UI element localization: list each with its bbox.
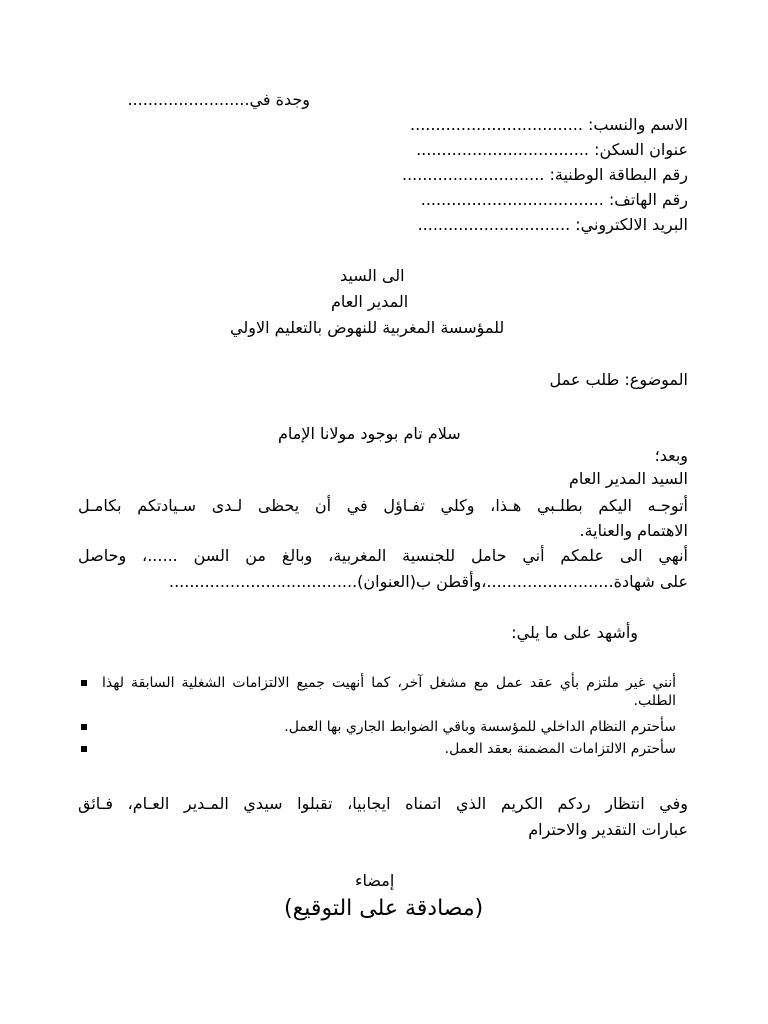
field-name: الاسم والنسب: ..................................: [410, 115, 688, 134]
field-address: عنوان السكن: ..................................: [416, 140, 688, 159]
closing-line-1: وفي انتظار ردكم الكريم الذي اتمناه ايجابيا، تقبلوا سيدي المـدير العـام، فـائق: [78, 794, 688, 813]
field-phone: رقم الهاتف: ....................................: [420, 190, 688, 209]
greeting-line: سلام تام بوجود مولانا الإمام: [278, 424, 461, 443]
list-item-text: سأحترم النظام الداخلي للمؤسسة وباقي الضوابط الجاري بها العمل.: [284, 719, 676, 735]
declare-line: وأشهد على ما يلي:: [511, 623, 638, 642]
list-item: [80, 718, 688, 736]
recipient-line-2: المدير العام: [331, 292, 409, 311]
field-national-id: رقم البطاقة الوطنية: ............................: [401, 165, 688, 184]
signature-label: إمضاء: [355, 871, 395, 890]
para2-line-2: على شهادة.........................،وأقطن ب(العنوان).....................................: [168, 572, 688, 591]
para1-line-2: الاهتمام والعناية.: [579, 521, 688, 540]
place-date-line: وجدة في........................: [127, 90, 310, 109]
closing-line-2: عبارات التقدير والاحترام: [528, 820, 688, 839]
list-item: [80, 674, 688, 710]
field-email: البريد الالكتروني: ..............................: [417, 215, 688, 234]
square-bullet-icon: [81, 680, 87, 686]
list-item-text: أنني غير ملتزم بأي عقد عمل مع مشغل آخر، كما أنهيت جميع الالتزامات الشغلية السابقة لهذا الطلب.: [102, 675, 676, 709]
list-item-text: سأحترم الالتزامات المضمنة بعقد العمل.: [444, 741, 676, 757]
para1-line-1: أتوجـه اليكم بطلـبي هـذا، وكلي تفـاؤل في أن يحظى لـدى سـيادتكم بكامـل: [78, 496, 688, 515]
list-item: [80, 740, 688, 758]
addressee-line: السيد المدير العام: [568, 469, 688, 488]
subject-line: الموضوع: طلب عمل: [549, 370, 688, 389]
after-line: وبعد؛: [654, 446, 688, 465]
recipient-line-3: للمؤسسة المغربية للنهوض بالتعليم الاولي: [230, 318, 505, 337]
square-bullet-icon: [81, 724, 87, 730]
recipient-line-1: الى السيد: [340, 266, 405, 285]
para2-line-1: أنهي الى علمكم أني حامل للجنسية المغربية، وبالغ من السن ......، وحاصل: [78, 546, 688, 565]
signature-note: (مصادقة على التوقيع): [284, 896, 484, 921]
square-bullet-icon: [81, 746, 87, 752]
